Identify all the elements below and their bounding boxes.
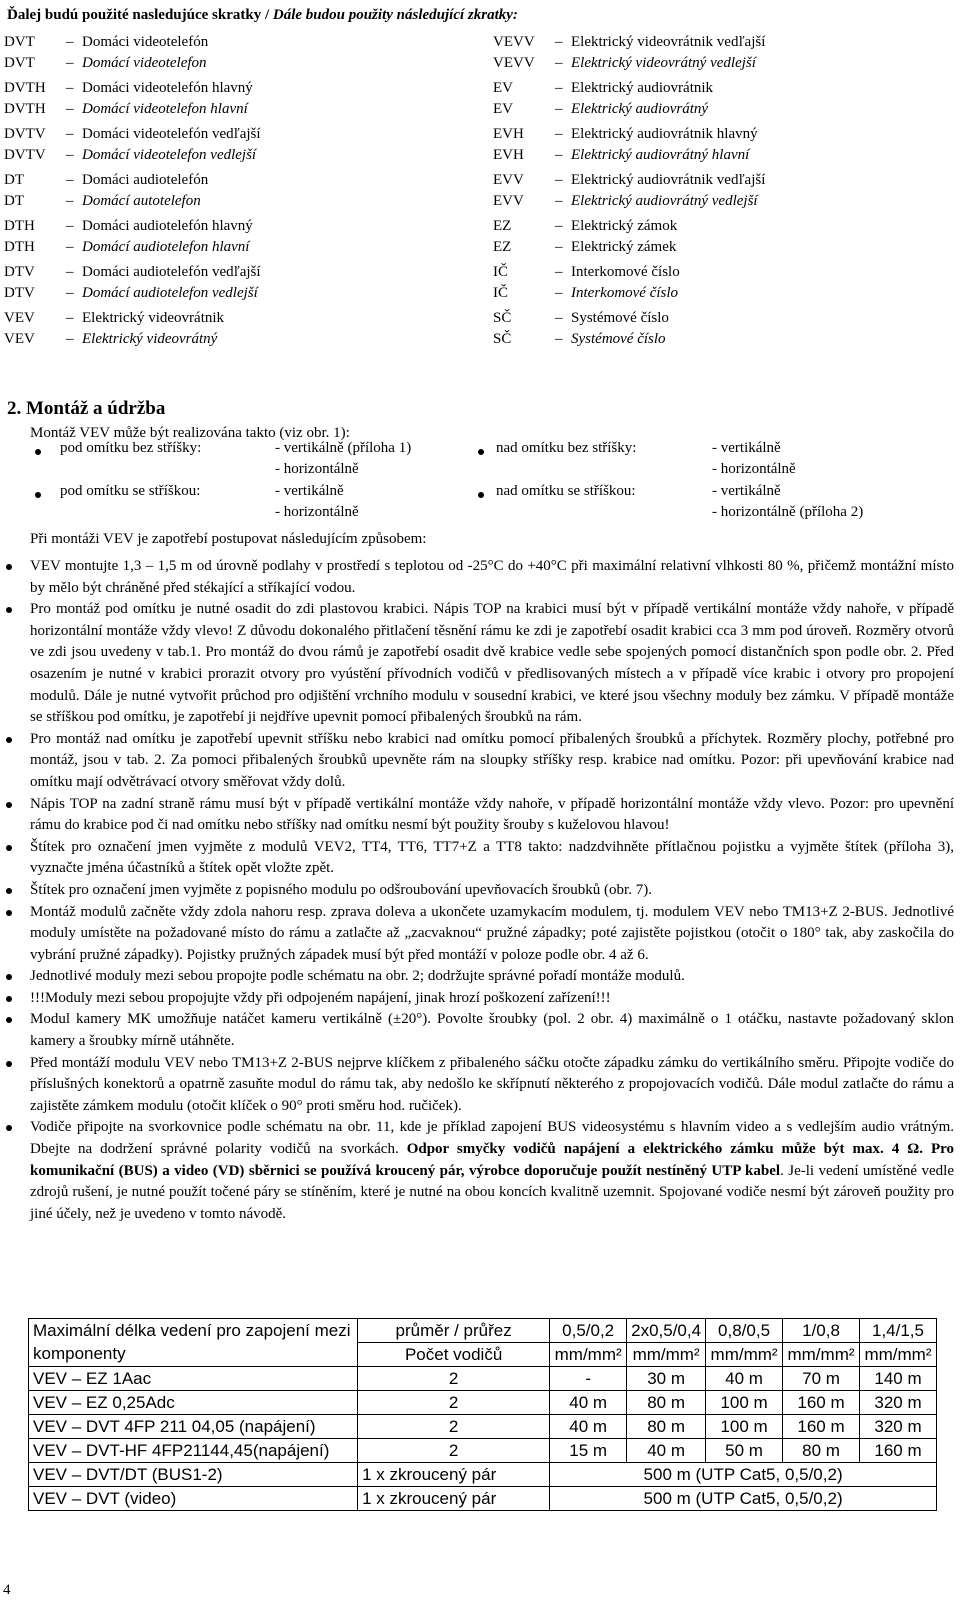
table-cell-length: 160 m: [859, 1439, 936, 1463]
procedure-text: Pro montáž nad omítku je zapotřebí upevnit stříšku nebo krabici nad omítku pomocí přibalených šroubků a příchytek. Rozměry plochy, potřebné pro montáž, jsou v tab. 2. Za pomoci přibalených šroubků upevněte rám na sloupky stříšky resp. krabice nad omítku. Pozor: při upevňování krabice nad omítku mají odvětrávací otvory směřovat vždy dolů.: [30, 730, 954, 790]
bullet-icon: [6, 974, 12, 980]
procedure-text: Štítek pro označení jmen vyjměte z modulů VEV2, TT4, TT6, TT7+Z a TT8 takto: nadzdvihněte přítlačnou pojistku a vyjměte štítek (příloha 3), vyznačte jména účastníků a štítek opět vložte zpět.: [30, 838, 954, 877]
procedure-item: [30, 556, 954, 599]
dash: –: [66, 80, 74, 96]
procedure-item: [30, 880, 954, 902]
table-cell-connection: VEV – DVT 4FP 211 04,05 (napájení): [29, 1415, 358, 1439]
abbreviation-code: EVV: [493, 172, 524, 188]
dash: –: [66, 331, 74, 347]
table-cell-length: 160 m: [783, 1391, 860, 1415]
abbreviation-code: DVT: [4, 34, 35, 50]
procedure-item: [30, 837, 954, 880]
abbreviation-code: IČ: [493, 285, 508, 301]
abbreviation-description: Domácí videotelefon hlavní: [82, 101, 248, 117]
abbreviation-description: Elektrický videovrátný vedlejší: [571, 55, 756, 71]
table-cell-count: 1 x zkroucený pár: [358, 1463, 550, 1487]
abbreviation-code: VEVV: [493, 34, 535, 50]
table-cell-length: 80 m: [783, 1439, 860, 1463]
procedure-item: [30, 794, 954, 837]
abbreviation-description: Domáci videotelefón hlavný: [82, 80, 253, 96]
procedure-text: Pro montáž pod omítku je nutné osadit do zdi plastovou krabici. Nápis TOP na krabici musí být v případě vertikální montáže vždy nahoře, v případě horizontální montáže vždy vlevo! Z důvodu dokonalého přitlačení těsnění rámu ke zdi je zapotřebí osadit krabici cca 3 mm pod úroveň. Rozměry otvorů ve zdi jsou uvedeny v tab.1. Pro montáž do dvou rámů je zapotřebí osadit dvě krabice vedle sebe spojených pomocí distančních spon podle obr. 2. Před osazením je nutné v krabici prorazit otvory pro vyústění přívodních vodičů v předlisovaných místech a v případě více krabic i otvory pro propojení modulů. Dále je nutné vytvořit průchod pro odjištění vrchního modulu v sousední krabici, ve které jsou všechny moduly bez zámku. V případě montáže se stříškou pod omítku, je zapotřebí ji nejdříve upevnit pomocí přibalených šroubků na rám.: [30, 601, 954, 726]
table-cell-length: 80 m: [627, 1415, 706, 1439]
abbreviation-code: DVTV: [4, 126, 46, 142]
abbreviation-code: EVH: [493, 147, 524, 163]
dash: –: [555, 264, 563, 280]
abbreviation-code: DVTH: [4, 80, 46, 96]
table-header-diameter: průměr / průřez: [358, 1319, 550, 1343]
bullet-icon: [6, 737, 12, 743]
dash: –: [66, 310, 74, 326]
table-header-unit: mm/mm²: [627, 1343, 706, 1367]
table-row: [29, 1367, 937, 1391]
procedure-text: VEV montujte 1,3 – 1,5 m od úrovně podlahy v prostředí s teplotou od -25°C do +40°C při maximální relativní vlhkosti 80 %, přičemž montážní místo by mělo být chráněné před stékající a stříkající vodou.: [30, 558, 954, 596]
dash: –: [555, 218, 563, 234]
table-cell-length: 40 m: [550, 1391, 627, 1415]
table-cell-count: 2: [358, 1391, 550, 1415]
abbreviation-code: EV: [493, 101, 513, 117]
table-header-column: 0,5/0,2: [550, 1319, 627, 1343]
dash: –: [555, 310, 563, 326]
table-cell-length: 320 m: [859, 1391, 936, 1415]
abbreviation-code: VEVV: [493, 55, 535, 71]
abbreviations-intro: [7, 7, 518, 24]
procedure-item: [30, 599, 954, 729]
mount-option-value: - vertikálně: [712, 440, 781, 456]
dash: –: [66, 126, 74, 142]
procedure-item: [30, 1053, 954, 1118]
table-cell-length: 100 m: [706, 1415, 783, 1439]
dash: –: [555, 285, 563, 301]
dash: –: [66, 218, 74, 234]
abbreviation-description: Elektrický zámok: [571, 218, 678, 234]
table-cell-length: 40 m: [627, 1439, 706, 1463]
intro-cz: Dále budou použity následující zkratky:: [272, 7, 518, 23]
table-cell-length: 320 m: [859, 1415, 936, 1439]
dash: –: [555, 239, 563, 255]
table-header-unit: mm/mm²: [859, 1343, 936, 1367]
table-row: [29, 1439, 937, 1463]
abbreviation-code: DTH: [4, 218, 35, 234]
dash: –: [66, 101, 74, 117]
bullet-icon: [6, 996, 12, 1002]
mount-option-value: - vertikálně: [275, 483, 344, 499]
bullet-icon: [6, 910, 12, 916]
dash: –: [66, 193, 74, 209]
bullet-icon: [6, 1061, 12, 1067]
page-number: 4: [3, 1582, 11, 1598]
table-cell-connection: VEV – DVT/DT (BUS1-2): [29, 1463, 358, 1487]
procedure-text: Modul kamery MK umožňuje natáčet kameru vertikálně (±20°). Povolte šroubky (pol. 2 obr. 4) maximálně o 1 otáčku, nastavte požadovaný sklon kamery a šroubky mírně utáhněte.: [30, 1011, 954, 1050]
procedure-item: [30, 966, 954, 988]
abbreviation-description: Elektrický audiovrátný hlavní: [571, 147, 750, 163]
table-header-unit: mm/mm²: [550, 1343, 627, 1367]
mount-option-label: nad omítku se stříškou:: [496, 483, 636, 499]
mount-option-value: - vertikálně (příloha 1): [275, 440, 412, 456]
bullet-icon: [478, 492, 484, 498]
abbreviation-code: SČ: [493, 310, 512, 326]
abbreviation-description: Interkomové číslo: [571, 264, 680, 280]
abbreviation-code: VEV: [4, 331, 35, 347]
abbreviation-description: Domácí audiotelefon hlavní: [82, 239, 250, 255]
procedure-item: [30, 729, 954, 794]
bullet-icon: [6, 564, 12, 570]
abbreviation-description: Domáci videotelefón: [82, 34, 209, 50]
abbreviation-description: Elektrický videovrátnik vedľajší: [571, 34, 766, 50]
abbreviation-description: Systémové číslo: [571, 331, 666, 347]
table-cell-length: 140 m: [859, 1367, 936, 1391]
table-cell-length: 80 m: [627, 1391, 706, 1415]
dash: –: [555, 80, 563, 96]
mount-option-value: - horizontálně (příloha 2): [712, 504, 864, 520]
table-cell-length: -: [550, 1367, 627, 1391]
procedure-item: [30, 1009, 954, 1052]
abbreviation-description: Interkomové číslo: [571, 285, 679, 301]
dash: –: [66, 264, 74, 280]
abbreviation-description: Domáci audiotelefón: [82, 172, 209, 188]
abbreviation-description: Elektrický audiovrátný vedlejší: [571, 193, 758, 209]
abbreviation-description: Domácí audiotelefon vedlejší: [82, 285, 258, 301]
table: [28, 1318, 937, 1511]
table-cell-length: 160 m: [783, 1415, 860, 1439]
dash: –: [66, 34, 74, 50]
dash: –: [66, 147, 74, 163]
table-header-column: 1,4/1,5: [859, 1319, 936, 1343]
abbreviation-code: EZ: [493, 218, 512, 234]
dash: –: [66, 285, 74, 301]
table-cell-connection: VEV – EZ 1Aac: [29, 1367, 358, 1391]
mount-option-value: - horizontálně: [275, 504, 359, 520]
dash: –: [66, 55, 74, 71]
procedure-item: [30, 902, 954, 967]
abbreviation-description: Domáci audiotelefón hlavný: [82, 218, 253, 234]
table-cell-length: 500 m (UTP Cat5, 0,5/0,2): [550, 1487, 937, 1511]
abbreviation-code: EVH: [493, 126, 524, 142]
dash: –: [555, 101, 563, 117]
table-cell-length: 100 m: [706, 1391, 783, 1415]
abbreviation-description: Elektrický videovrátnik: [82, 310, 225, 326]
mount-option-label: pod omítku bez stříšky:: [60, 440, 202, 456]
abbreviation-code: EV: [493, 80, 513, 96]
mount-option-value: - vertikálně: [712, 483, 781, 499]
procedure-text: !!!Moduly mezi sebou propojujte vždy při odpojeném napájení, jinak hrozí poškození zařízení!!!: [30, 989, 611, 1006]
table-cell-count: 1 x zkroucený pár: [358, 1487, 550, 1511]
bullet-icon: [6, 888, 12, 894]
procedure-text: Štítek pro označení jmen vyjměte z popisného modulu po odšroubování upevňovacích šroubků (obr. 7).: [30, 881, 652, 898]
abbreviation-code: DVT: [4, 55, 35, 71]
table-header-column: 1/0,8: [783, 1319, 860, 1343]
table-cell-count: 2: [358, 1367, 550, 1391]
abbreviation-description: Systémové číslo: [571, 310, 669, 326]
dash: –: [555, 126, 563, 142]
abbreviation-code: DVTH: [4, 101, 46, 117]
procedure-text-bold: Odpor smyčky vodičů napájení a elektrického zámku může být max. 4 Ω. Pro komunikační (BUS) a video (VD) sběrnici se používá kroucený pár, výrobce doporučuje použít nestíněný UTP kabel: [30, 1141, 954, 1179]
table-cell-length: 30 m: [627, 1367, 706, 1391]
abbreviation-description: Elektrický audiovrátnik hlavný: [571, 126, 758, 142]
dash: –: [555, 331, 563, 347]
abbreviation-code: VEV: [4, 310, 35, 326]
abbreviation-code: SČ: [493, 331, 512, 347]
mount-option-label: pod omítku se stříškou:: [60, 483, 201, 499]
bullet-icon: [6, 802, 12, 808]
bullet-icon: [478, 449, 484, 455]
bullet-icon: [35, 449, 41, 455]
procedure-item: [30, 988, 954, 1010]
procedure-list: [30, 556, 954, 1225]
procedure-text: Vodiče připojte na svorkovnice podle schématu na obr. 11, kde je příklad zapojení BUS videosystému s hlavním video a s vedlejším audio vrátným. Dbejte na dodržení správné polarity vodičů na svorkách.: [30, 1119, 954, 1158]
cable-length-table: [28, 1318, 937, 1557]
table-cell-connection: VEV – EZ 0,25Adc: [29, 1391, 358, 1415]
abbreviation-description: Elektrický videovrátný: [82, 331, 218, 347]
abbreviation-code: EZ: [493, 239, 512, 255]
abbreviation-description: Elektrický audiovrátnik: [571, 80, 714, 96]
table-header-unit: mm/mm²: [783, 1343, 860, 1367]
table-header-unit: mm/mm²: [706, 1343, 783, 1367]
abbreviation-description: Domáci audiotelefón vedľajší: [82, 264, 261, 280]
table-header-count: Počet vodičů: [358, 1343, 550, 1367]
dash: –: [66, 172, 74, 188]
table-cell-length: 70 m: [783, 1367, 860, 1391]
table-cell-length: 40 m: [706, 1367, 783, 1391]
bullet-icon: [6, 1125, 12, 1131]
table-header-column: 0,8/0,5: [706, 1319, 783, 1343]
mount-option-value: - horizontálně: [275, 461, 359, 477]
abbreviation-description: Domácí autotelefon: [82, 193, 201, 209]
abbreviation-description: Domácí videotelefon: [82, 55, 207, 71]
table-cell-connection: VEV – DVT (video): [29, 1487, 358, 1511]
dash: –: [66, 239, 74, 255]
abbreviation-code: DT: [4, 193, 24, 209]
abbreviation-description: Elektrický audiovrátnik vedľajší: [571, 172, 766, 188]
section-title: 2. Montáž a údržba: [7, 398, 166, 419]
abbreviation-code: DT: [4, 172, 24, 188]
mount-option-value: - horizontálně: [712, 461, 796, 477]
dash: –: [555, 34, 563, 50]
abbreviation-code: DVTV: [4, 147, 46, 163]
abbreviation-code: DTV: [4, 285, 35, 301]
dash: –: [555, 172, 563, 188]
table-row: [29, 1487, 937, 1511]
dash: –: [555, 147, 563, 163]
procedure-item: [30, 1117, 954, 1225]
abbreviation-code: EVV: [493, 193, 524, 209]
table-cell-length: 15 m: [550, 1439, 627, 1463]
abbreviation-description: Domácí videotelefon vedlejší: [82, 147, 257, 163]
table-cell-count: 2: [358, 1415, 550, 1439]
abbreviation-description: Domáci videotelefón vedľajší: [82, 126, 261, 142]
dash: –: [555, 55, 563, 71]
bullet-icon: [6, 607, 12, 613]
table-cell-length: 500 m (UTP Cat5, 0,5/0,2): [550, 1463, 937, 1487]
section-intro: Montáž VEV může být realizována takto (viz obr. 1):: [30, 425, 350, 441]
procedure-text: . Je-li vedení umístěné vedle zdrojů rušení, je nutné použít točené páry se stíněním, které je nutné na obou koncích kvalitně uzemnit. Spojované vodiče nesmí být zároveň použity pro jiné účely, než je uvedeno v tomto návodě.: [30, 1162, 954, 1222]
abbreviation-code: DTH: [4, 239, 35, 255]
procedure-text: Nápis TOP na zadní straně rámu musí být v případě vertikální montáže vždy nahoře, v případě horizontální montáže vždy vlevo. Pozor: pro upevnění rámu do krabice pod či nad omítku nebo stříšky nad omítku nesmí být použity šrouby s kuželovou hlavou!: [30, 795, 954, 834]
abbreviation-code: DTV: [4, 264, 35, 280]
abbreviation-code: IČ: [493, 264, 508, 280]
table-row: [29, 1415, 937, 1439]
table-header-column: 2x0,5/0,4: [627, 1319, 706, 1343]
bullet-icon: [6, 1017, 12, 1023]
table-cell-length: 50 m: [706, 1439, 783, 1463]
table-cell-count: 2: [358, 1439, 550, 1463]
bullet-icon: [6, 845, 12, 851]
procedure-intro: Při montáži VEV je zapotřebí postupovat následujícím způsobem:: [30, 531, 427, 547]
dash: –: [555, 193, 563, 209]
table-row: [29, 1391, 937, 1415]
table-header-label: Maximální délka vedení pro zapojení mezi komponenty: [29, 1319, 358, 1367]
table-cell-length: 40 m: [550, 1415, 627, 1439]
table-row: [29, 1463, 937, 1487]
procedure-text: Jednotlivé moduly mezi sebou propojte podle schématu na obr. 2; dodržujte správné pořadí montáže modulů.: [30, 968, 685, 985]
intro-sk: Ďalej budú použité nasledujúce skratky /: [7, 7, 273, 23]
table-cell-connection: VEV – DVT-HF 4FP21144,45(napájení): [29, 1439, 358, 1463]
abbreviation-description: Elektrický zámek: [571, 239, 677, 255]
mount-option-label: nad omítku bez stříšky:: [496, 440, 637, 456]
abbreviation-description: Elektrický audiovrátný: [571, 101, 709, 117]
procedure-text: Před montáží modulu VEV nebo TM13+Z 2-BUS nejprve klíčkem z přibaleného sáčku otočte západku zámku do vertikálního směru. Připojte vodiče do příslušných konektorů a opatrně zasuňte modul do rámu tak, aby nedošlo ke skřípnutí některého z propojovacích vodičů. Dále modul zatlačte do rámu a zajistěte zámkem modulu (otočit klíček o 90° proti směru hod. ručiček).: [30, 1054, 954, 1114]
bullet-icon: [35, 492, 41, 498]
procedure-text: Montáž modulů začněte vždy zdola nahoru resp. zprava doleva a ukončete uzamykacím modulem, tj. modulem VEV nebo TM13+Z 2-BUS. Jednotlivé moduly umístěte na požadované místo do rámu a zatlačte až „zacvaknou“ pružné západky; poté zajistěte pojistkou (otočit o 180° tak, aby zaskočila do vybrání pružné západky). Pojistky pružných západek musí být před montáží v poloze podle obr. 4 až 6.: [30, 903, 954, 963]
